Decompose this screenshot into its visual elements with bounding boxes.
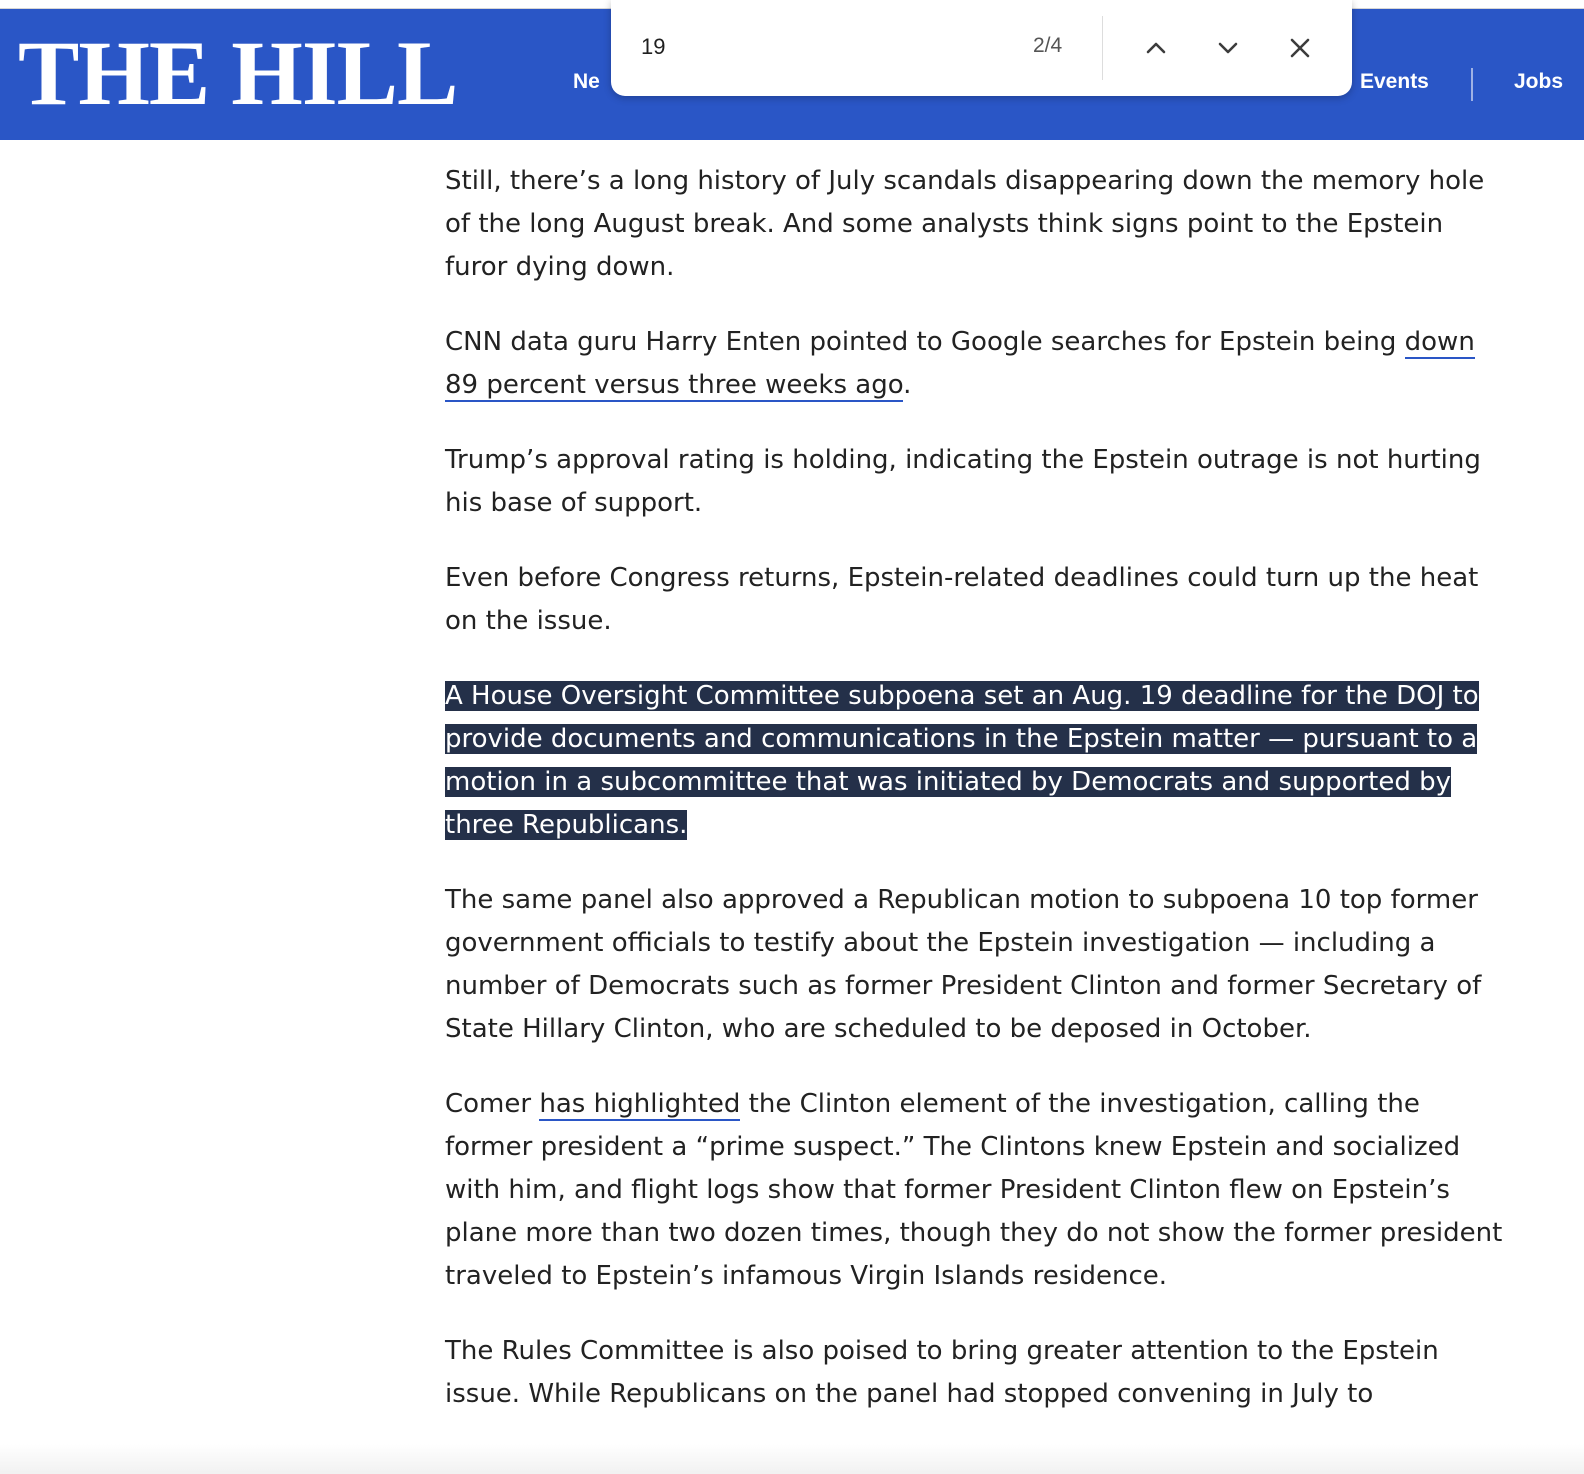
- paragraph-text: Comer: [445, 1089, 540, 1119]
- nav-divider: [1471, 68, 1473, 101]
- find-next-button[interactable]: [1208, 28, 1248, 68]
- selected-paragraph: [445, 675, 1510, 847]
- find-divider: [1102, 16, 1103, 80]
- article-paragraph: [445, 1083, 1510, 1298]
- nav-item-jobs[interactable]: Jobs: [1514, 70, 1564, 93]
- article-paragraph: [445, 321, 1510, 407]
- close-icon: [1287, 35, 1313, 61]
- chevron-up-icon: [1143, 35, 1169, 61]
- paragraph-text: .: [903, 370, 912, 400]
- chevron-down-icon: [1215, 35, 1241, 61]
- nav-item-events[interactable]: Events: [1360, 70, 1429, 93]
- paragraph-text: the Clinton element of the investigation, calling the former president a “prime suspect.” The Clintons knew Epstein and socialized with him, and flight logs show that former President Clinton flew on Epstein’s plane more than two dozen times, though they do not show the former president traveled to Epstein’s infamous Virgin Islands residence.: [445, 1089, 1503, 1291]
- article-paragraph: Trump’s approval rating is holding, indicating the Epstein outrage is not hurting his base of support.: [445, 445, 1481, 518]
- find-previous-button[interactable]: [1136, 28, 1176, 68]
- bottom-edge-shadow: [0, 1444, 1584, 1474]
- find-in-page-bar: [611, 0, 1352, 96]
- article-paragraph: The same panel also approved a Republican motion to subpoena 10 top former government officials to testify about the Epstein investigation — including a number of Democrats such as former President Clinton and former Secretary of State Hillary Clinton, who are scheduled to be deposed in October.: [445, 885, 1482, 1044]
- find-match-count: 2/4: [1033, 34, 1063, 57]
- nav-item-news[interactable]: Ne: [573, 70, 600, 93]
- article-link[interactable]: has highlighted: [539, 1089, 741, 1119]
- paragraph-text: CNN data guru Harry Enten pointed to Google searches for Epstein being: [445, 327, 1405, 357]
- article-paragraph: Even before Congress returns, Epstein-related deadlines could turn up the heat on the issue.: [445, 563, 1479, 636]
- article-body: [445, 160, 1510, 1448]
- article-paragraph: Still, there’s a long history of July scandals disappearing down the memory hole of the long August break. And some analysts think signs point to the Epstein furor dying down.: [445, 166, 1485, 282]
- article-link[interactable]: down 89 percent versus three weeks ago: [445, 327, 1475, 400]
- article-paragraph: The Rules Committee is also poised to bring greater attention to the Epstein issue. While Republicans on the panel had stopped convening in July to: [445, 1336, 1439, 1409]
- find-input[interactable]: [641, 30, 981, 64]
- find-close-button[interactable]: [1280, 28, 1320, 68]
- selected-text: A House Oversight Committee subpoena set an Aug. 19 deadline for the DOJ to provide documents and communications in the Epstein matter — pursuant to a motion in a subcommittee that was initiated by Democrats and supported by three Republicans.: [445, 681, 1479, 840]
- site-logo[interactable]: THE HILL: [18, 22, 458, 124]
